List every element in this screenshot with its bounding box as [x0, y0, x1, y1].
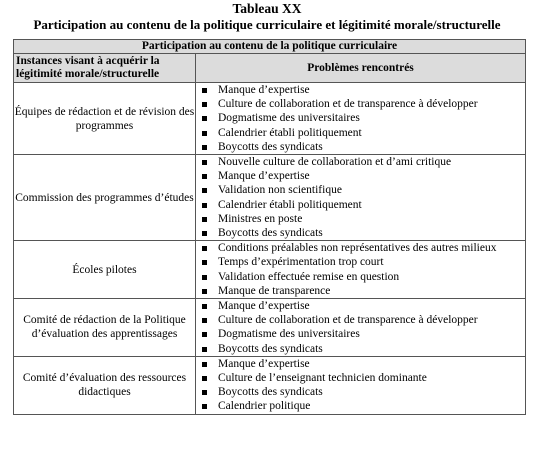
problem-text: Calendrier politique [218, 400, 311, 413]
problem-text: Validation effectuée remise en question [218, 270, 400, 283]
problem-text: Manque d’expertise [218, 357, 310, 370]
problem-text: Temps d’expérimentation trop court [218, 256, 384, 269]
problem-text: Manque de transparence [218, 284, 331, 297]
problem-text: Conditions préalables non représentatives des autres milieux [218, 242, 497, 255]
list-item [202, 97, 525, 111]
square-bullet-icon [202, 362, 207, 367]
list-item [202, 399, 525, 413]
caption-title: Tableau XX [232, 1, 302, 16]
problem-text: Boycotts des syndicats [218, 386, 323, 399]
square-bullet-icon [202, 390, 207, 395]
problem-text: Calendrier établi politiquement [218, 126, 362, 139]
problems-cell [196, 241, 526, 299]
problems-list [196, 299, 525, 356]
problem-text: Dogmatisme des universitaires [218, 328, 360, 341]
problems-table [13, 39, 526, 415]
problems-list [196, 155, 525, 240]
list-item [202, 357, 525, 371]
list-item [202, 183, 525, 197]
list-item [202, 270, 525, 284]
problem-text: Dogmatisme des universitaires [218, 112, 360, 125]
problem-text: Culture de l’enseignant technicien dominante [218, 372, 427, 385]
table-column-header-row [14, 54, 526, 83]
instance-cell: Comité de rédaction de la Politique d’évaluation des apprentissages [14, 299, 196, 357]
problem-text: Nouvelle culture de collaboration et d’ami critique [218, 156, 452, 169]
square-bullet-icon [202, 174, 207, 179]
square-bullet-icon [202, 404, 207, 409]
square-bullet-icon [202, 289, 207, 294]
square-bullet-icon [202, 145, 207, 150]
square-bullet-icon [202, 275, 207, 280]
list-item [202, 284, 525, 298]
square-bullet-icon [202, 217, 207, 222]
problems-cell [196, 299, 526, 357]
list-item [202, 169, 525, 183]
list-item [202, 83, 525, 97]
square-bullet-icon [202, 246, 207, 251]
list-item [202, 126, 525, 140]
problem-text: Manque d’expertise [218, 84, 310, 96]
square-bullet-icon [202, 131, 207, 136]
list-item [202, 327, 525, 341]
table-row [14, 241, 526, 299]
list-item [202, 313, 525, 327]
problem-text: Culture de collaboration et de transparence à développer [218, 314, 478, 327]
problems-list [196, 357, 525, 414]
square-bullet-icon [202, 260, 207, 265]
column-header-instances: Instances visant à acquérir la légitimité morale/structurelle [14, 54, 196, 83]
problem-text: Boycotts des syndicats [218, 342, 323, 355]
problems-cell [196, 155, 526, 241]
list-item [202, 226, 525, 240]
table-top-header-row [14, 40, 526, 54]
problem-text: Validation non scientifique [218, 184, 342, 197]
list-item [202, 371, 525, 385]
problem-text: Ministres en poste [218, 212, 303, 225]
square-bullet-icon [202, 116, 207, 121]
square-bullet-icon [202, 102, 207, 107]
square-bullet-icon [202, 347, 207, 352]
instance-cell: Comité d’évaluation des ressources didactiques [14, 356, 196, 414]
problem-text: Boycotts des syndicats [218, 227, 323, 240]
square-bullet-icon [202, 160, 207, 165]
square-bullet-icon [202, 332, 207, 337]
problem-text: Calendrier établi politiquement [218, 198, 362, 211]
column-header-problems: Problèmes rencontrés [196, 54, 526, 83]
list-item [202, 155, 525, 169]
table-row [14, 83, 526, 155]
list-item [202, 198, 525, 212]
table-top-header: Participation au contenu de la politique curriculaire [14, 40, 526, 54]
list-item [202, 255, 525, 269]
instance-cell: Équipes de rédaction et de révision des programmes [14, 83, 196, 155]
list-item [202, 140, 525, 154]
square-bullet-icon [202, 203, 207, 208]
square-bullet-icon [202, 318, 207, 323]
list-item [202, 241, 525, 255]
square-bullet-icon [202, 231, 207, 236]
square-bullet-icon [202, 304, 207, 309]
list-item [202, 212, 525, 226]
list-item [202, 299, 525, 313]
instance-cell: Écoles pilotes [14, 241, 196, 299]
table-row [14, 299, 526, 357]
problems-list [196, 83, 525, 154]
table-row [14, 356, 526, 414]
problems-list [196, 241, 525, 298]
problem-text: Boycotts des syndicats [218, 140, 323, 153]
problem-text: Manque d’expertise [218, 300, 310, 313]
square-bullet-icon [202, 88, 207, 93]
table-row [14, 155, 526, 241]
list-item [202, 385, 525, 399]
list-item [202, 111, 525, 125]
problems-cell [196, 83, 526, 155]
square-bullet-icon [202, 188, 207, 193]
list-item [202, 342, 525, 356]
instance-cell: Commission des programmes d’études [14, 155, 196, 241]
table-caption [0, 0, 534, 33]
square-bullet-icon [202, 376, 207, 381]
problems-cell [196, 356, 526, 414]
problem-text: Culture de collaboration et de transparence à développer [218, 98, 478, 111]
caption-subtitle: Participation au contenu de la politique curriculaire et légitimité morale/structurelle [33, 17, 501, 32]
problem-text: Manque d’expertise [218, 170, 310, 183]
